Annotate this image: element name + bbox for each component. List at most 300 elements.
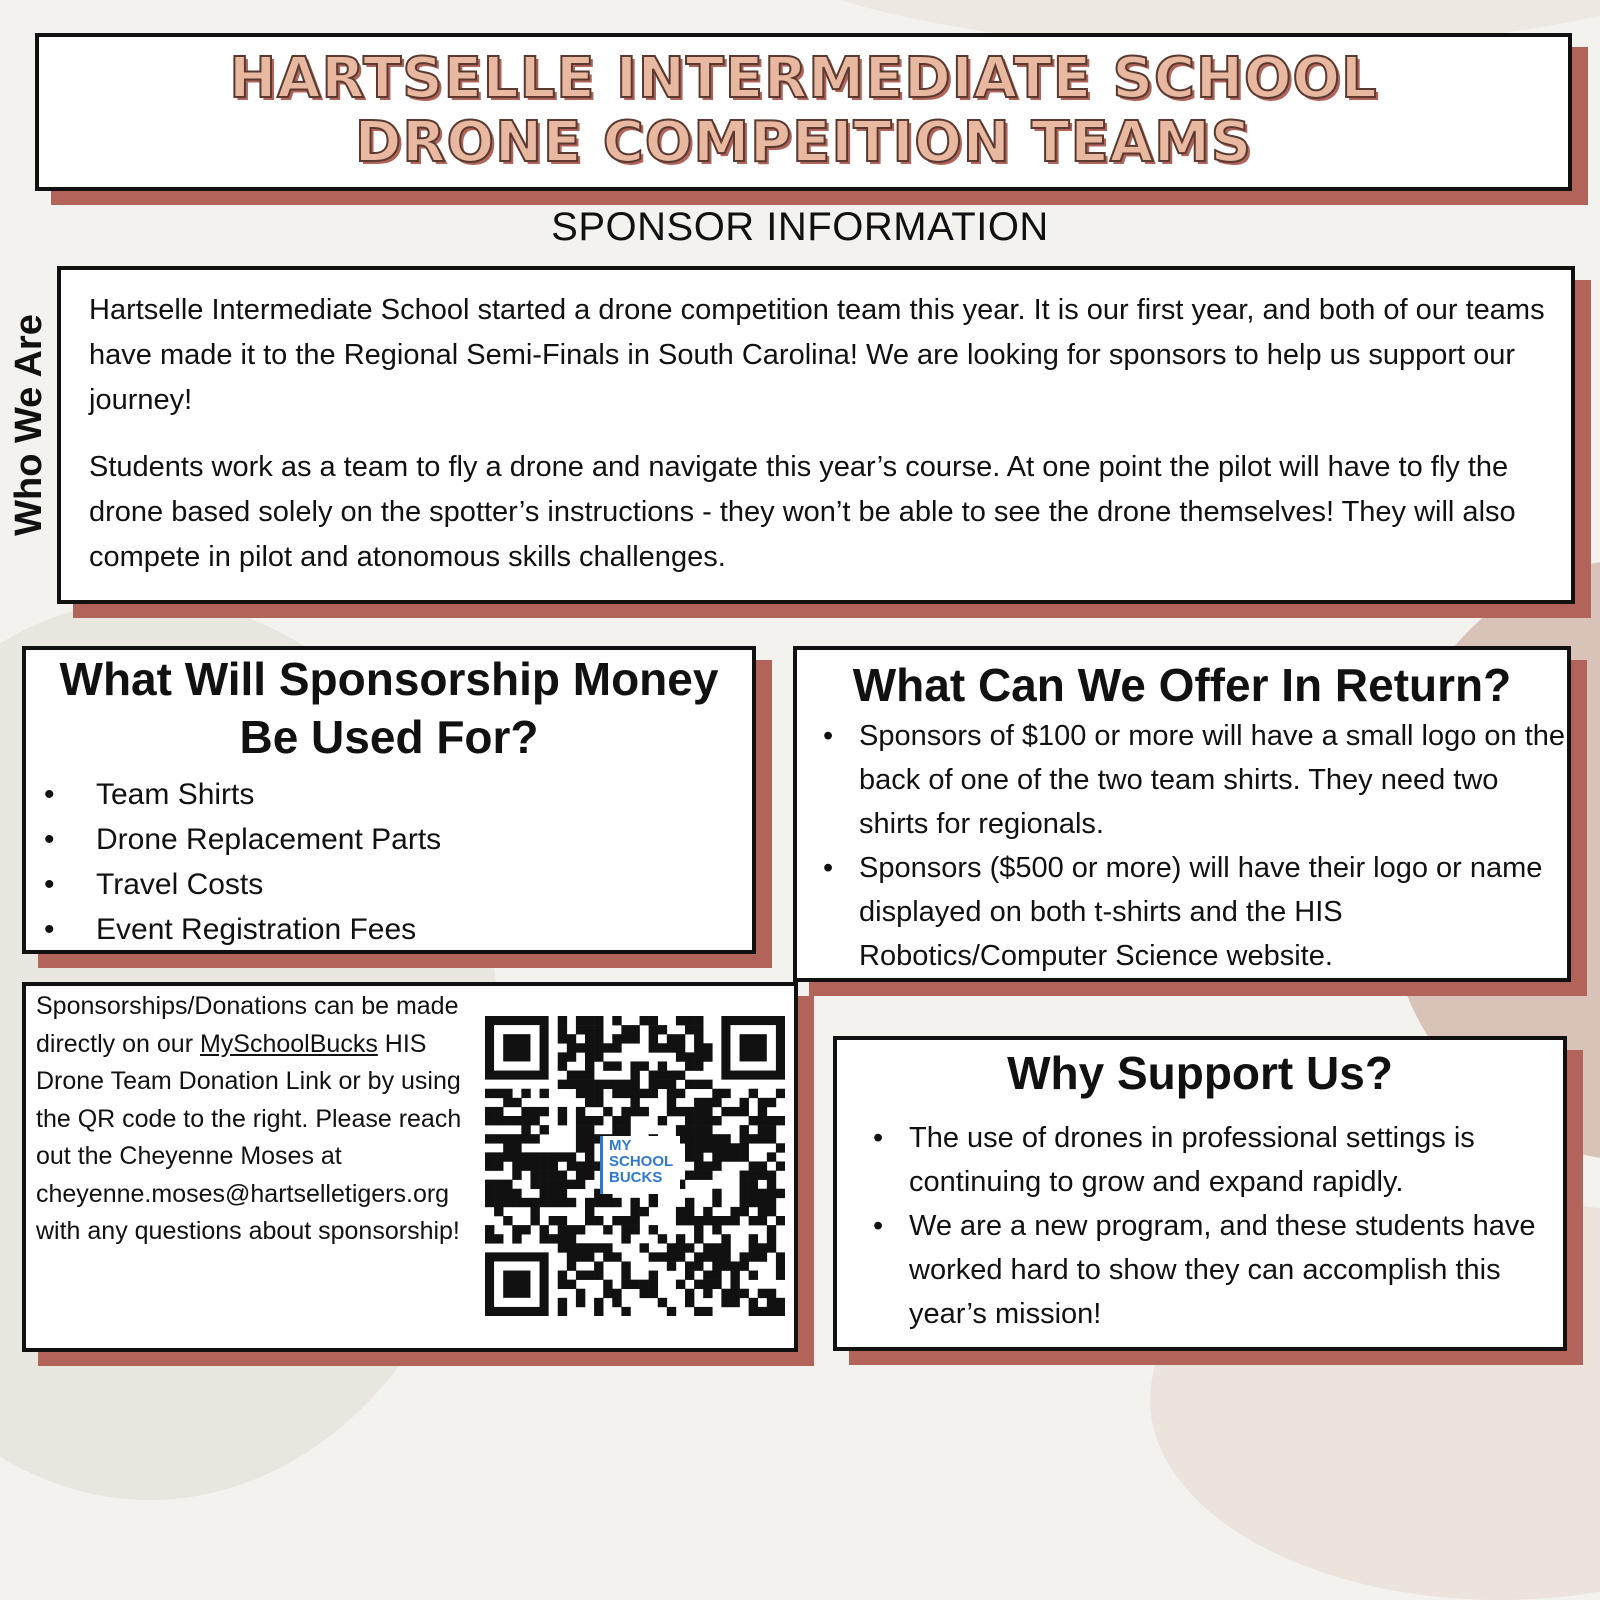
- qr-module: [585, 1216, 594, 1225]
- qr-module: [576, 1298, 585, 1307]
- qr-module: [594, 1098, 603, 1107]
- qr-module: [685, 1016, 694, 1025]
- qr-module: [703, 1125, 712, 1134]
- qr-module: [612, 1061, 621, 1070]
- qr-module: [630, 1107, 639, 1116]
- qr-module: [585, 1243, 594, 1252]
- qr-module: [758, 1252, 767, 1261]
- qr-module: [612, 1198, 621, 1207]
- qr-module: [612, 1080, 621, 1089]
- qr-module: [658, 1080, 667, 1089]
- qr-module: [694, 1134, 703, 1143]
- qr-module: [730, 1271, 739, 1280]
- qr-module: [603, 1252, 612, 1261]
- who-we-are-box: [57, 266, 1575, 604]
- donation-text-part: HIS Drone Team Donation Link or by using the QR code to the right. Please reach out the Cheyenne Moses at cheyenne.moses@hartselletigers.org with any questions about sponsorship!: [36, 1029, 462, 1245]
- qr-module: [594, 1216, 603, 1225]
- qr-module: [512, 1134, 521, 1143]
- qr-module: [503, 1216, 512, 1225]
- qr-module: [549, 1171, 558, 1180]
- qr-module: [585, 1089, 594, 1098]
- donation-text-part: Sponsorships/Donations can be made directly on our: [36, 992, 459, 1058]
- qr-module: [576, 1289, 585, 1298]
- qr-module: [594, 1025, 603, 1034]
- qr-module: [558, 1107, 567, 1116]
- qr-module: [694, 1161, 703, 1170]
- qr-module: [594, 1243, 603, 1252]
- qr-module: [776, 1089, 785, 1098]
- title-line-1: HARTSELLE INTERMEDIATE SCHOOL: [229, 46, 1378, 111]
- qr-module: [740, 1125, 749, 1134]
- qr-module: [712, 1280, 721, 1289]
- qr-module: [740, 1189, 749, 1198]
- qr-module: [621, 1307, 630, 1316]
- qr-module: [621, 1234, 630, 1243]
- qr-module: [767, 1198, 776, 1207]
- qr-module: [576, 1180, 585, 1189]
- qr-module: [694, 1125, 703, 1134]
- qr-module: [749, 1252, 758, 1261]
- qr-module: [576, 1161, 585, 1170]
- qr-module: [649, 1198, 658, 1207]
- qr-module: [540, 1180, 549, 1189]
- qr-module: [749, 1298, 758, 1307]
- qr-module: [721, 1234, 730, 1243]
- qr-module: [603, 1043, 612, 1052]
- qr-module: [676, 1034, 685, 1043]
- title-banner: [35, 33, 1572, 191]
- qr-module: [558, 1080, 567, 1089]
- qr-code[interactable]: [485, 1016, 785, 1316]
- qr-module: [603, 1243, 612, 1252]
- list-item: [873, 1116, 1563, 1204]
- qr-module: [585, 1034, 594, 1043]
- qr-module: [730, 1289, 739, 1298]
- qr-module: [494, 1189, 503, 1198]
- qr-module: [530, 1198, 539, 1207]
- qr-module: [694, 1280, 703, 1289]
- qr-module: [621, 1216, 630, 1225]
- qr-module: [667, 1252, 676, 1261]
- qr-module: [485, 1152, 494, 1161]
- qr-module: [658, 1071, 667, 1080]
- qr-module: [549, 1152, 558, 1161]
- qr-module: [549, 1198, 558, 1207]
- list-item-text: The use of drones in professional settings is continuing to grow and expand rapidly.: [909, 1122, 1475, 1198]
- qr-module: [612, 1089, 621, 1098]
- qr-module: [512, 1171, 521, 1180]
- qr-module: [567, 1243, 576, 1252]
- qr-module: [685, 1143, 694, 1152]
- sponsorship-money-box: [22, 646, 756, 954]
- list-item: [823, 846, 1567, 978]
- qr-module: [630, 1025, 639, 1034]
- qr-module: [640, 1089, 649, 1098]
- qr-module: [530, 1161, 539, 1170]
- qr-module: [694, 1216, 703, 1225]
- qr-module: [576, 1116, 585, 1125]
- qr-module: [558, 1243, 567, 1252]
- qr-module: [530, 1180, 539, 1189]
- qr-module: [740, 1207, 749, 1216]
- qr-module: [558, 1025, 567, 1034]
- qr-module: [585, 1071, 594, 1080]
- qr-module: [721, 1298, 730, 1307]
- qr-module: [703, 1107, 712, 1116]
- qr-module: [494, 1180, 503, 1189]
- qr-module: [776, 1161, 785, 1170]
- qr-module: [567, 1161, 576, 1170]
- qr-module: [649, 1225, 658, 1234]
- qr-module: [485, 1180, 494, 1189]
- qr-module: [776, 1271, 785, 1280]
- qr-module: [749, 1271, 758, 1280]
- qr-module: [694, 1171, 703, 1180]
- qr-module: [685, 1271, 694, 1280]
- qr-module: [503, 1116, 512, 1125]
- qr-module: [494, 1107, 503, 1116]
- qr-module: [721, 1152, 730, 1161]
- qr-module: [712, 1252, 721, 1261]
- qr-module: [594, 1298, 603, 1307]
- qr-module: [758, 1116, 767, 1125]
- qr-module: [667, 1043, 676, 1052]
- offer-heading: What Can We Offer In Return?: [852, 659, 1512, 711]
- qr-module: [767, 1298, 776, 1307]
- qr-module: [685, 1125, 694, 1134]
- qr-module: [576, 1134, 585, 1143]
- why-heading: Why Support Us?: [1007, 1047, 1393, 1099]
- qr-module: [576, 1080, 585, 1089]
- qr-module: [540, 1125, 549, 1134]
- qr-module: [640, 1016, 649, 1025]
- qr-module: [703, 1207, 712, 1216]
- list-item: [823, 714, 1567, 846]
- qr-module: [712, 1216, 721, 1225]
- qr-module: [594, 1116, 603, 1125]
- qr-module: [540, 1234, 549, 1243]
- qr-module: [721, 1134, 730, 1143]
- qr-module: [649, 1271, 658, 1280]
- qr-module: [603, 1107, 612, 1116]
- qr-module: [567, 1152, 576, 1161]
- qr-module: [567, 1261, 576, 1270]
- qr-module: [558, 1198, 567, 1207]
- list-item: [44, 907, 752, 952]
- qr-module: [767, 1189, 776, 1198]
- qr-module: [503, 1089, 512, 1098]
- qr-module: [749, 1116, 758, 1125]
- why-list: [873, 1116, 1563, 1336]
- qr-module: [521, 1116, 530, 1125]
- qr-module: [567, 1234, 576, 1243]
- qr-module: [594, 1271, 603, 1280]
- qr-module: [694, 1016, 703, 1025]
- qr-module: [485, 1161, 494, 1170]
- qr-module: [530, 1107, 539, 1116]
- qr-module: [676, 1252, 685, 1261]
- qr-module: [558, 1016, 567, 1025]
- qr-module: [621, 1025, 630, 1034]
- qr-module: [758, 1207, 767, 1216]
- qr-module: [576, 1107, 585, 1116]
- qr-module: [703, 1080, 712, 1089]
- qr-finder: [740, 1034, 767, 1061]
- qr-module: [549, 1234, 558, 1243]
- qr-module: [540, 1107, 549, 1116]
- qr-module: [676, 1052, 685, 1061]
- qr-module: [558, 1152, 567, 1161]
- qr-module: [685, 1171, 694, 1180]
- qr-module: [485, 1107, 494, 1116]
- qr-module: [503, 1098, 512, 1107]
- qr-module: [676, 1216, 685, 1225]
- qr-module: [585, 1171, 594, 1180]
- qr-module: [585, 1134, 594, 1143]
- qr-module: [658, 1298, 667, 1307]
- qr-module: [576, 1071, 585, 1080]
- qr-module: [612, 1116, 621, 1125]
- qr-module: [630, 1280, 639, 1289]
- qr-module: [667, 1089, 676, 1098]
- qr-module: [694, 1225, 703, 1234]
- qr-module: [594, 1034, 603, 1043]
- qr-module: [758, 1107, 767, 1116]
- qr-module: [576, 1089, 585, 1098]
- qr-module: [585, 1098, 594, 1107]
- qr-module: [703, 1134, 712, 1143]
- qr-module: [576, 1243, 585, 1252]
- qr-module: [758, 1216, 767, 1225]
- qr-module: [530, 1216, 539, 1225]
- qr-module: [558, 1116, 567, 1125]
- qr-module: [540, 1152, 549, 1161]
- qr-module: [621, 1080, 630, 1089]
- qr-module: [730, 1261, 739, 1270]
- qr-module: [612, 1289, 621, 1298]
- qr-module: [512, 1198, 521, 1207]
- qr-module: [758, 1098, 767, 1107]
- qr-module: [767, 1207, 776, 1216]
- qr-module: [630, 1080, 639, 1089]
- qr-module: [703, 1116, 712, 1125]
- qr-module: [494, 1089, 503, 1098]
- qr-module: [503, 1180, 512, 1189]
- qr-module: [567, 1280, 576, 1289]
- qr-module: [685, 1061, 694, 1070]
- qr-module: [685, 1080, 694, 1089]
- qr-module: [767, 1225, 776, 1234]
- qr-module: [576, 1016, 585, 1025]
- qr-module: [730, 1298, 739, 1307]
- qr-module: [721, 1243, 730, 1252]
- qr-module: [740, 1289, 749, 1298]
- qr-module: [767, 1098, 776, 1107]
- qr-finder: [503, 1034, 530, 1061]
- why-support-box: [833, 1036, 1567, 1351]
- qr-module: [530, 1171, 539, 1180]
- qr-module: [521, 1107, 530, 1116]
- qr-module: [567, 1052, 576, 1061]
- qr-module: [558, 1171, 567, 1180]
- qr-module: [594, 1198, 603, 1207]
- qr-module: [649, 1034, 658, 1043]
- qr-module: [694, 1025, 703, 1034]
- qr-module: [649, 1043, 658, 1052]
- qr-module: [749, 1134, 758, 1143]
- who-paragraph-1: Hartselle Intermediate School started a drone competition team this year. It is our first year, and both of our teams have made it to the Regional Semi-Finals in South Carolina! We are looking for sponsors to help us support our journey!: [89, 294, 1545, 416]
- offer-box: [793, 646, 1571, 982]
- qr-module: [630, 1034, 639, 1043]
- qr-module: [585, 1252, 594, 1261]
- qr-module: [521, 1161, 530, 1170]
- qr-module: [712, 1243, 721, 1252]
- qr-module: [667, 1107, 676, 1116]
- qr-module: [685, 1216, 694, 1225]
- qr-module: [558, 1280, 567, 1289]
- qr-module: [703, 1216, 712, 1225]
- qr-module: [694, 1107, 703, 1116]
- qr-module: [749, 1307, 758, 1316]
- qr-module: [649, 1252, 658, 1261]
- qr-module: [594, 1080, 603, 1089]
- qr-module: [776, 1143, 785, 1152]
- qr-module: [640, 1207, 649, 1216]
- qr-module: [585, 1016, 594, 1025]
- qr-module: [685, 1207, 694, 1216]
- qr-module: [667, 1071, 676, 1080]
- who-we-are-label: Who We Are: [8, 314, 50, 536]
- myschoolbucks-link[interactable]: MySchoolBucks: [199, 1029, 378, 1058]
- qr-module: [694, 1152, 703, 1161]
- qr-module: [494, 1152, 503, 1161]
- qr-module: [767, 1134, 776, 1143]
- qr-module: [685, 1134, 694, 1143]
- qr-module: [594, 1043, 603, 1052]
- qr-module: [730, 1280, 739, 1289]
- qr-module: [658, 1025, 667, 1034]
- qr-module: [640, 1107, 649, 1116]
- qr-module: [630, 1061, 639, 1070]
- qr-module: [540, 1225, 549, 1234]
- qr-module: [703, 1252, 712, 1261]
- qr-module: [667, 1243, 676, 1252]
- qr-module: [685, 1107, 694, 1116]
- qr-module: [558, 1180, 567, 1189]
- qr-module: [749, 1189, 758, 1198]
- qr-module: [521, 1125, 530, 1134]
- qr-module: [585, 1116, 594, 1125]
- qr-module: [521, 1134, 530, 1143]
- qr-module: [603, 1080, 612, 1089]
- qr-module: [649, 1080, 658, 1089]
- qr-module: [540, 1198, 549, 1207]
- qr-module: [621, 1089, 630, 1098]
- myschoolbucks-logo: MY SCHOOL BUCKS: [600, 1136, 680, 1194]
- qr-module: [512, 1116, 521, 1125]
- qr-module: [767, 1289, 776, 1298]
- qr-module: [585, 1043, 594, 1052]
- qr-module: [767, 1152, 776, 1161]
- qr-module: [740, 1134, 749, 1143]
- qr-module: [621, 1225, 630, 1234]
- qr-module: [576, 1025, 585, 1034]
- qr-module: [740, 1171, 749, 1180]
- qr-module: [694, 1261, 703, 1270]
- list-item-text: Sponsors of $100 or more will have a small logo on the back of one of the two team shirts. They need two shirts for regionals.: [859, 720, 1566, 840]
- qr-module: [485, 1089, 494, 1098]
- offer-list: [823, 714, 1567, 978]
- qr-module: [685, 1025, 694, 1034]
- qr-module: [512, 1152, 521, 1161]
- qr-module: [485, 1116, 494, 1125]
- qr-module: [567, 1225, 576, 1234]
- qr-module: [712, 1225, 721, 1234]
- money-heading: What Will Sponsorship Money Be Used For?: [59, 653, 719, 763]
- qr-module: [603, 1289, 612, 1298]
- qr-module: [676, 1234, 685, 1243]
- qr-module: [703, 1043, 712, 1052]
- qr-module: [703, 1307, 712, 1316]
- qr-module: [694, 1116, 703, 1125]
- qr-module: [576, 1225, 585, 1234]
- qr-module: [630, 1098, 639, 1107]
- qr-module: [758, 1307, 767, 1316]
- qr-module: [758, 1134, 767, 1143]
- qr-module: [703, 1280, 712, 1289]
- qr-module: [685, 1116, 694, 1125]
- qr-module: [703, 1243, 712, 1252]
- qr-module: [558, 1061, 567, 1070]
- qr-module: [567, 1043, 576, 1052]
- list-item-text: Travel Costs: [96, 868, 264, 901]
- list-item-text: Team Shirts: [96, 778, 255, 811]
- qr-module: [585, 1080, 594, 1089]
- bullet-icon: •: [44, 778, 55, 811]
- qr-module: [740, 1152, 749, 1161]
- qr-module: [658, 1043, 667, 1052]
- qr-module: [594, 1089, 603, 1098]
- qr-module: [767, 1243, 776, 1252]
- bullet-icon: •: [44, 913, 55, 946]
- bullet-icon: •: [823, 720, 834, 752]
- qr-module: [512, 1225, 521, 1234]
- qr-module: [712, 1143, 721, 1152]
- qr-module: [685, 1243, 694, 1252]
- list-item: [873, 1204, 1563, 1336]
- qr-module: [512, 1098, 521, 1107]
- qr-module: [567, 1252, 576, 1261]
- qr-module: [540, 1189, 549, 1198]
- qr-module: [549, 1216, 558, 1225]
- qr-module: [658, 1061, 667, 1070]
- qr-module: [530, 1152, 539, 1161]
- qr-module: [585, 1052, 594, 1061]
- qr-module: [567, 1198, 576, 1207]
- qr-module: [585, 1198, 594, 1207]
- qr-module: [749, 1089, 758, 1098]
- list-item: [44, 772, 752, 817]
- qr-module: [694, 1043, 703, 1052]
- qr-module: [585, 1143, 594, 1152]
- qr-module: [712, 1261, 721, 1270]
- qr-module: [549, 1180, 558, 1189]
- qr-module: [667, 1261, 676, 1270]
- page-subtitle: SPONSOR INFORMATION: [551, 205, 1049, 249]
- qr-module: [721, 1107, 730, 1116]
- qr-module: [721, 1252, 730, 1261]
- qr-module: [630, 1225, 639, 1234]
